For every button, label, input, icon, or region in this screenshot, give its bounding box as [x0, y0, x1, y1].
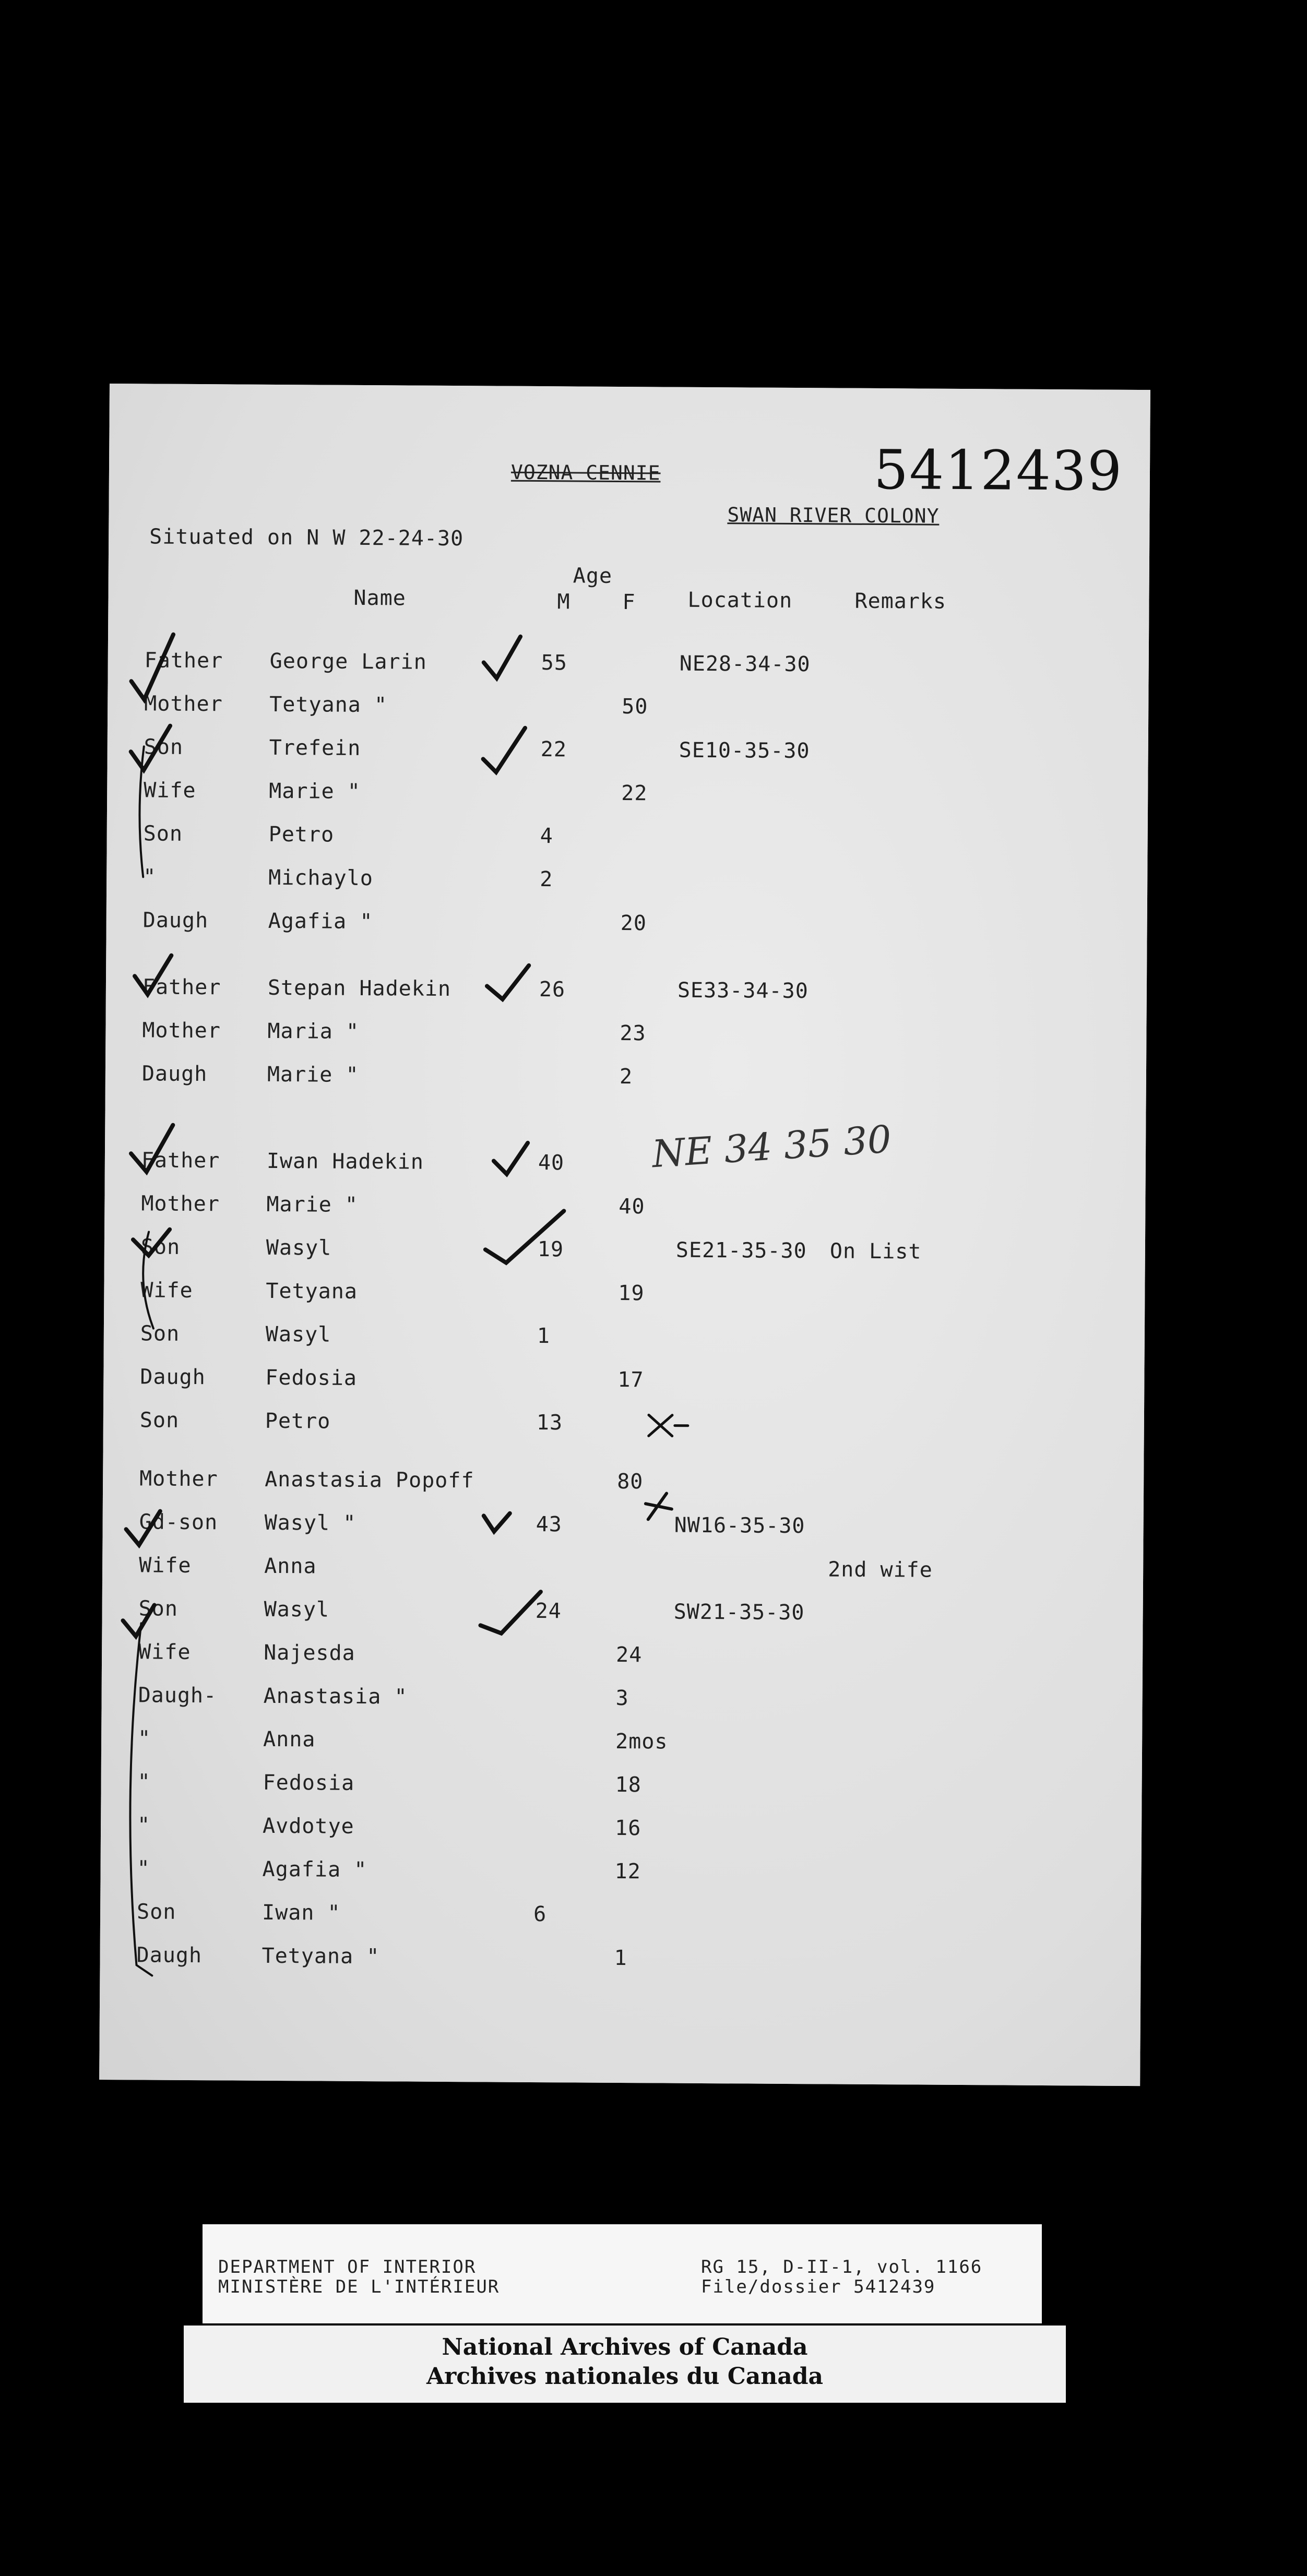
- cell-rel: ": [137, 1770, 151, 1794]
- cell-rel: ": [143, 865, 157, 889]
- cell-m: 26: [539, 977, 566, 1002]
- cell-rel: Daugh: [141, 1062, 208, 1087]
- cell-m: 43: [536, 1512, 562, 1537]
- column-name: Name: [353, 586, 406, 611]
- cell-rel: Wife: [139, 1553, 192, 1578]
- cell-name: Agafia ": [262, 1857, 367, 1882]
- cell-name: Wasyl ": [264, 1510, 357, 1535]
- checkmark-icon: [483, 728, 525, 772]
- cell-m: 2: [540, 867, 553, 892]
- cell-m: 40: [538, 1151, 565, 1175]
- cell-f: 12: [614, 1859, 641, 1884]
- document-page: [99, 384, 1150, 2086]
- checkmark-icon: [131, 1125, 173, 1172]
- cell-name: Petro: [268, 822, 335, 847]
- cell-m: 22: [540, 737, 567, 762]
- cell-loc: SE10-35-30: [679, 738, 810, 764]
- cell-name: Marie ": [267, 1062, 359, 1087]
- checkmark-icon: [123, 1605, 154, 1636]
- checkmark-icon: [494, 1143, 528, 1174]
- cell-rel: Mother: [142, 1018, 221, 1043]
- cell-name: Tetyana ": [269, 692, 388, 718]
- cell-rel: ": [137, 1813, 151, 1838]
- cell-m: 6: [533, 1902, 547, 1927]
- cell-m: 55: [541, 651, 568, 675]
- cell-loc: SE21-35-30: [675, 1238, 807, 1263]
- cell-name: Michaylo: [268, 865, 374, 891]
- checkmark-icon: [485, 1210, 564, 1263]
- header-title: VOZNA CENNIE: [510, 460, 661, 485]
- cell-rel: Mother: [141, 1191, 220, 1217]
- cell-name: Iwan Hadekin: [266, 1149, 424, 1174]
- cell-f: 24: [615, 1642, 643, 1667]
- cell-name: Marie ": [266, 1192, 359, 1217]
- cell-name: Stepan Hadekin: [267, 975, 451, 1001]
- cell-f: 17: [617, 1367, 644, 1392]
- cell-rem: On List: [829, 1239, 922, 1264]
- cell-m: 24: [535, 1599, 562, 1624]
- cell-f: 18: [615, 1772, 641, 1797]
- cell-name: Wasyl: [265, 1322, 331, 1347]
- cell-rel: Son: [139, 1408, 180, 1433]
- cell-rel: ": [137, 1856, 150, 1881]
- cell-f: 40: [619, 1194, 645, 1219]
- column-location: Location: [687, 588, 793, 613]
- file-dossier: File/dossier 5412439: [701, 2276, 936, 2297]
- checkmark-icon: [126, 1511, 160, 1545]
- cell-m: 4: [540, 824, 553, 849]
- cell-rel: Son: [136, 1900, 176, 1924]
- department-french: MINISTÈRE DE L'INTÉRIEUR: [218, 2276, 500, 2297]
- cell-name: Iwan ": [262, 1900, 341, 1925]
- archive-name-label: [184, 2325, 1066, 2403]
- cell-rel: Father: [142, 975, 221, 1000]
- cell-f: 2mos: [615, 1729, 668, 1754]
- cell-rel: Mother: [144, 691, 223, 717]
- cell-f: 22: [621, 781, 648, 806]
- cell-name: Agafia ": [268, 909, 373, 934]
- archive-name-french: Archives nationales du Canada: [426, 2363, 824, 2390]
- column-m: M: [557, 590, 571, 614]
- cell-m: 13: [536, 1411, 563, 1435]
- cell-name: Marie ": [269, 779, 361, 804]
- situated-line: Situated on N W 22-24-30: [149, 524, 464, 551]
- cell-name: Petro: [265, 1409, 331, 1434]
- cell-name: Trefein: [269, 735, 361, 760]
- cell-rel: Mother: [139, 1466, 218, 1492]
- cell-m: 1: [537, 1324, 551, 1349]
- cell-name: Anna: [263, 1727, 316, 1752]
- cell-f: 16: [614, 1816, 641, 1841]
- cell-f: 3: [615, 1686, 629, 1711]
- checkmark-icon: [484, 1513, 510, 1531]
- cell-rel: Father: [144, 648, 223, 673]
- file-number: 5412439: [873, 437, 1123, 503]
- bracket-icon: [143, 1232, 155, 1328]
- cell-name: Anastasia ": [263, 1684, 408, 1709]
- cross-mark-icon: [649, 1415, 688, 1436]
- cell-name: Anna: [264, 1554, 317, 1579]
- cell-rel: Son: [144, 735, 184, 759]
- cell-rem: 2nd wife: [828, 1557, 933, 1582]
- cell-name: Fedosia: [263, 1770, 355, 1795]
- cell-rel: Gd-son: [139, 1510, 218, 1535]
- cell-f: 23: [620, 1021, 646, 1046]
- checkmark-icon: [484, 636, 520, 678]
- column-age: Age: [573, 564, 613, 588]
- handwritten-location: NE 34 35 30: [650, 1117, 893, 1176]
- column-remarks: Remarks: [854, 589, 947, 614]
- cell-f: 80: [617, 1469, 644, 1494]
- handwritten-marks: [99, 384, 1150, 2086]
- cell-rel: Daugh: [136, 1943, 203, 1968]
- cell-rel: Daugh: [142, 908, 209, 933]
- cell-rel: Son: [138, 1596, 179, 1621]
- cell-rel: ": [138, 1726, 151, 1751]
- cell-name: Avdotye: [262, 1814, 354, 1839]
- cell-name: Wasyl: [266, 1235, 332, 1260]
- cell-name: Najesda: [264, 1640, 355, 1665]
- cell-rel: Daugh: [140, 1365, 206, 1390]
- cell-f: 20: [620, 911, 647, 936]
- cell-name: Tetyana: [266, 1279, 358, 1304]
- cell-name: Tetyana ": [262, 1943, 380, 1969]
- cell-loc: SW21-35-30: [673, 1600, 805, 1625]
- cell-m: 19: [537, 1237, 564, 1262]
- cell-rel: Son: [140, 1235, 181, 1259]
- cell-loc: SE33-34-30: [677, 978, 809, 1004]
- department-english: DEPARTMENT OF INTERIOR: [218, 2257, 477, 2277]
- cell-rel: Wife: [138, 1640, 191, 1664]
- record-group: RG 15, D-II-1, vol. 1166: [701, 2257, 983, 2277]
- checkmark-icon: [133, 1229, 170, 1255]
- checkmark-icon: [130, 725, 170, 770]
- cell-f: 50: [622, 695, 648, 719]
- cell-rel: Son: [143, 821, 183, 846]
- archive-reference-label: [203, 2224, 1042, 2323]
- cell-f: 19: [618, 1281, 645, 1306]
- cell-rel: Daugh-: [138, 1683, 217, 1708]
- cell-name: Maria ": [267, 1019, 360, 1044]
- cell-rel: Father: [141, 1148, 220, 1173]
- cell-rel: Wife: [140, 1278, 193, 1303]
- column-f: F: [622, 590, 636, 615]
- cell-rel: Son: [140, 1321, 180, 1346]
- cell-loc: NE28-34-30: [679, 651, 811, 677]
- bracket-icon: [129, 1623, 155, 1975]
- cell-loc: NW16-35-30: [674, 1513, 805, 1539]
- cell-f: 1: [614, 1946, 627, 1971]
- checkmark-icon: [480, 1591, 540, 1633]
- cell-name: George Larin: [269, 649, 427, 674]
- checkmark-icon: [487, 965, 529, 999]
- cell-name: Wasyl: [264, 1597, 330, 1622]
- cell-name: Fedosia: [265, 1365, 358, 1390]
- archive-name-english: National Archives of Canada: [442, 2334, 808, 2360]
- colony-title: SWAN RIVER COLONY: [727, 503, 940, 528]
- cell-name: Anastasia Popoff: [265, 1467, 474, 1493]
- checkmark-icon: [135, 955, 171, 994]
- checkmark-icon: [131, 634, 173, 699]
- cell-rel: Wife: [144, 778, 196, 803]
- cell-f: 2: [619, 1064, 633, 1089]
